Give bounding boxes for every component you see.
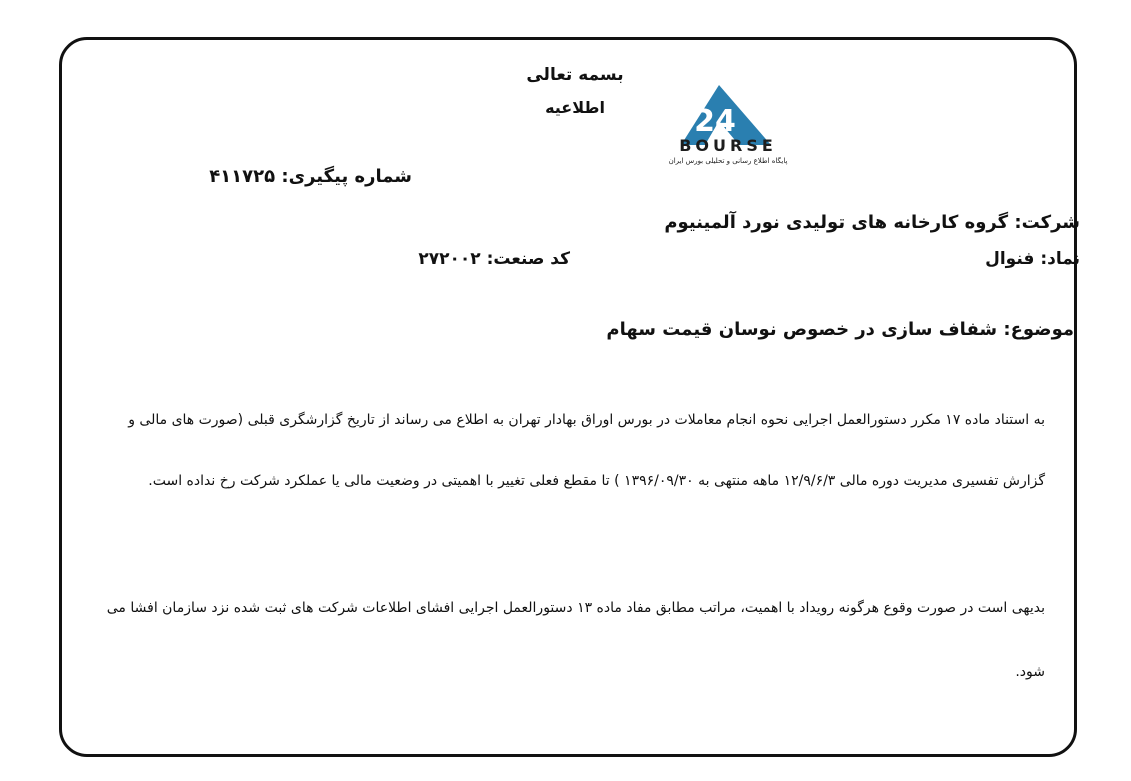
notice-frame [59,37,1077,757]
tracking-label: شماره پیگیری: [281,166,412,187]
body-paragraph-2-line-1: بدیهی است در صورت وقوع هرگونه رویداد با اهمیت، مراتب مطابق مفاد ماده ۱۳ دستورالعمل اجرایی افشای اطلاعات شرکت های ثبت شده نزد سازمان افشا می [106,600,1045,616]
header-basmala: بسمه تعالی [526,65,624,85]
body-paragraph-2-line-2: شود. [1015,664,1045,680]
industry-value: ۲۷۲۰۰۲ [418,249,481,269]
company-label: شرکت: [1014,212,1080,233]
symbol-value: فنوال [985,249,1035,269]
industry-code-row [410,249,570,269]
subject-value: شفاف سازی در خصوص نوسان قیمت سهام [606,319,998,340]
logo-numeral: 24 [694,104,736,139]
header-title: اطلاعیه [545,98,605,117]
body-paragraph-1-line-1: به استناد ماده ۱۷ مکرر دستورالعمل اجرایی نحوه انجام معاملات در بورس اوراق بهادار تهران به اطلاع می رساند از تاریخ گزارشگری قبلی (صورت های مالی و [128,412,1045,428]
logo-wordmark: BOURSE [679,136,777,155]
subject-label: موضوع: [1003,319,1074,340]
body-paragraph-1-line-2: گزارش تفسیری مدیریت دوره مالی ۱۲/۹/۶/۳ ماهه منتهی به ۱۳۹۶/۰۹/۳۰ ) تا مقطع فعلی تغییر با اهمیتی در وضعیت مالی یا عملکرد شرکت رخ نداده است. [148,473,1045,489]
tracking-value: ۴۱۱۷۲۵ [209,166,276,187]
logo-caption: پایگاه اطلاع رسانی و تحلیلی بورس ایران [668,157,788,165]
company-name: گروه کارخانه های تولیدی نورد آلمینیوم [664,212,1009,233]
symbol-row [900,249,1080,269]
company-row [664,212,1080,233]
industry-label: کد صنعت: [486,249,570,269]
subject-row [606,319,1074,340]
symbol-label: نماد: [1040,249,1080,269]
tracking-number [209,166,412,187]
